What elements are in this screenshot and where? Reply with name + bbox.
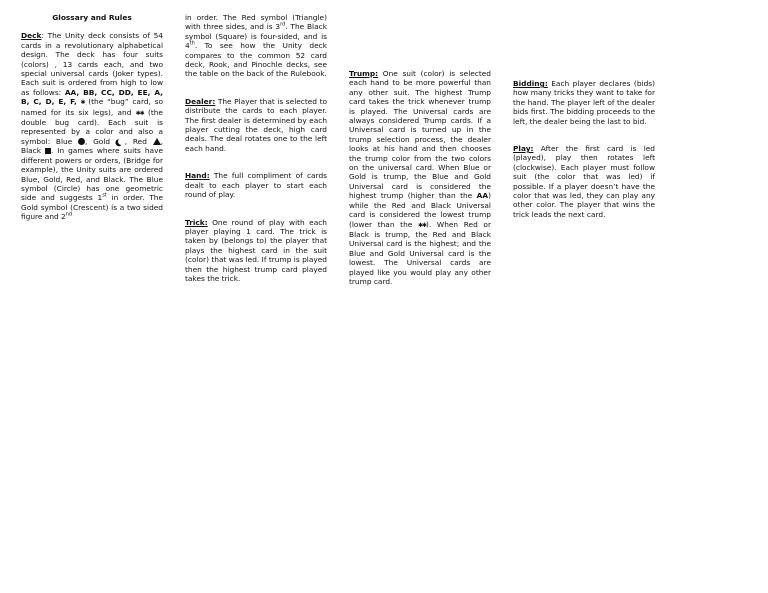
bidding-paragraph: Bidding: Each player declares (bids) how many tricks they want to take for the hand. The player left of the dealer bids first. The bidding proceeds to the left, the dealer being the last to bid.: [513, 79, 655, 126]
trump-term: Trump:: [349, 69, 379, 78]
page-title: Glossary and Rules: [52, 13, 132, 22]
double-bug-card-icon: ✱✱: [135, 109, 144, 117]
trump-paragraph: Trump: One suit (color) is selected each hand to be more powerful than any other suit. The highest Trump card takes the trick whenever trump is played. The Universal cards are always considered Trump cards. If a Universal card is turned up in the trump selection process, the dealer looks at his hand and then chooses the trump color from the two colors on the universal card. When Blue or Gold is trump, the Blue and Gold Universal card is considered the highest trump (higher than the AA) while the Red and Black Universal card is considered the lowest trump (lower than the ✱✱). When Red or Black is trump, the Red and Black Universal card is the highest; and the Blue and Gold Universal card is the lowest. The Universal cards are played like you would play any other trump card.: [349, 69, 491, 286]
triangle-icon: [153, 138, 161, 145]
dealer-term: Dealer:: [185, 96, 216, 106]
suit-order: AA, BB, CC, DD, EE, A, B, C, D, E, F,: [21, 87, 163, 107]
trick-term: Trick:: [185, 217, 208, 227]
column-4: [513, 13, 655, 228]
dealer-paragraph: Dealer: The Player that is selected to distribute the cards to each player. The first dealer is determined by each player cutting the deck, high card deals. The deal rotates one to the left each hand.: [185, 96, 327, 153]
column-2: [185, 13, 327, 292]
deck-term: Deck: [21, 31, 42, 41]
circle-icon: [78, 138, 85, 145]
bidding-term: Bidding:: [513, 79, 548, 88]
play-paragraph: Play: After the first card is led (played), play then rotates left (clockwise). Each player must follow suit (the color that was led) if possible. If a player doesn’t have the color that was led, they can play any other color. The player that wins the trick leads the next card.: [513, 144, 655, 219]
trick-paragraph: Trick: One round of play with each player playing 1 card. The trick is taken by (belongs to) the player that plays the highest card in the suit (color) that was led. If trump is played then the highest trump card played takes the trick.: [185, 217, 327, 283]
deck-paragraph-continued: in order. The Red symbol (Triangle) with three sides, and is 3rd. The Black symbol (Square) is four-sided, and is 4th. To see how the Unity deck compares to the common 52 card deck, Rook, and Pinochle decks, see the table on the back of the Rulebook.: [185, 13, 327, 79]
column-1: [21, 13, 163, 231]
play-term: Play:: [513, 144, 534, 154]
deck-paragraph: Deck: The Unity deck consists of 54 cards in a revolutionary alphabetical design. The deck has four suits (colors) , 13 cards each, and two special universal cards (Joker types). Each suit is ordered from high to low as follows: AA, BB, CC, DD, EE, A, B, C, D, E, F, ✱ (the “bug” card, so named for its six legs), and ✱✱ (the double bug card). Each suit is represented by a color and also a symbol: Blue , Gold , Red , Black . In games where suits have different powers or orders, (Bridge for example), the Unity suits are ordered Blue, Gold, Red, and Black. The Blue symbol (Circle) has one geometric side and suggests 1st in order. The Gold symbol (Crescent) is a two sided figure and 2nd: [21, 31, 163, 222]
hand-term: Hand:: [185, 171, 210, 181]
bug-card-icon: ✱: [80, 99, 85, 107]
column-3: [349, 13, 491, 295]
hand-paragraph: Hand: The full compliment of cards dealt to each player to start each round of play.: [185, 171, 327, 200]
double-bug-card-icon: ✱✱: [417, 221, 427, 229]
